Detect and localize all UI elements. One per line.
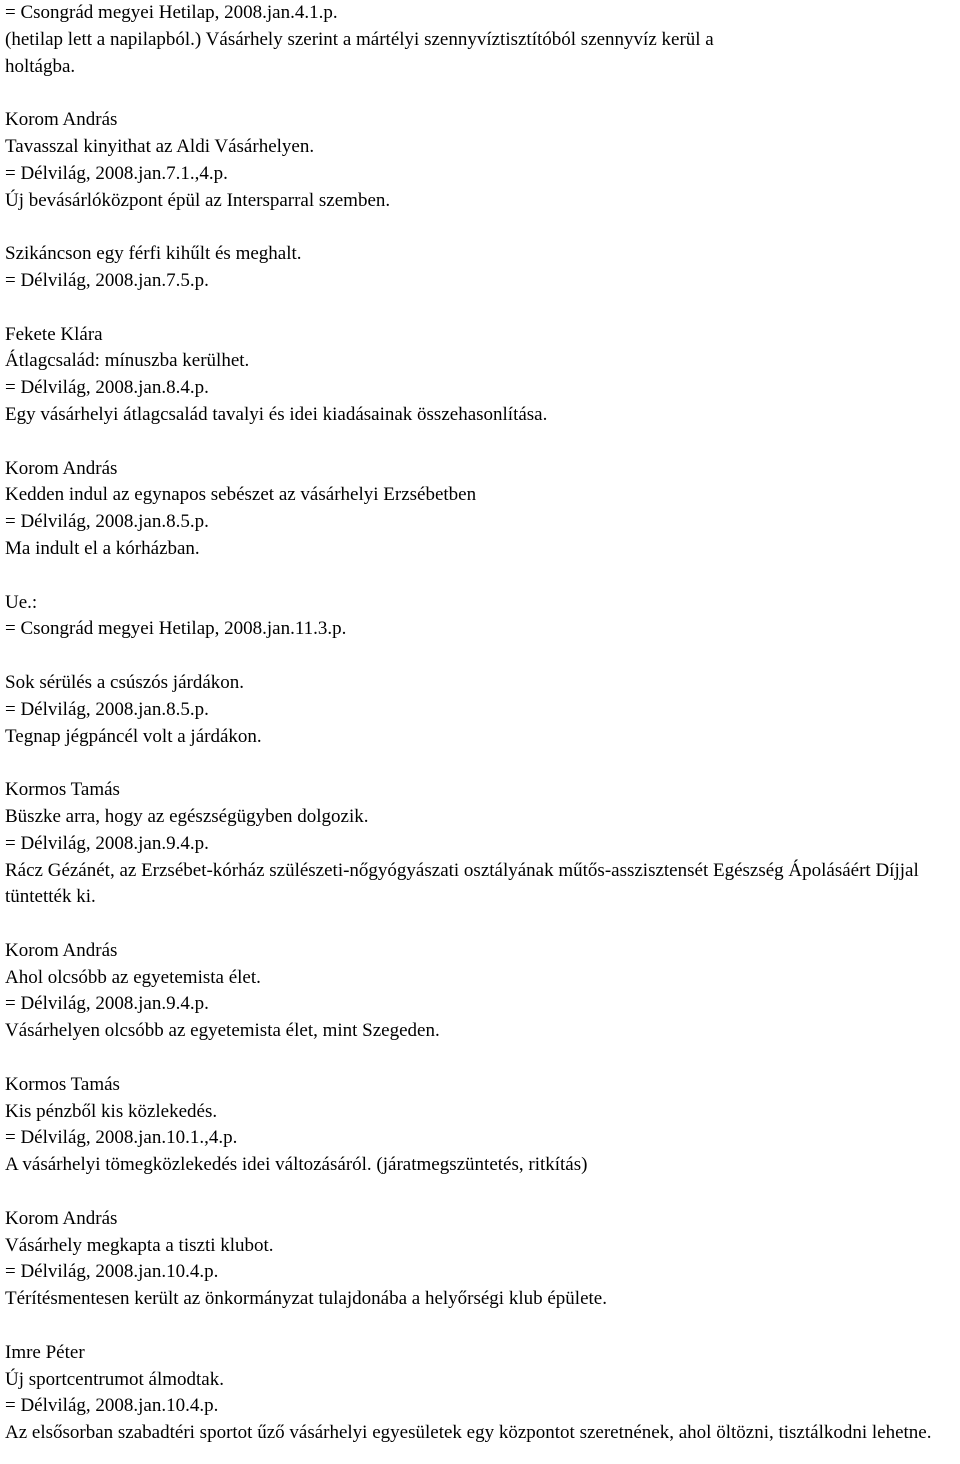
source-line: = Délvilág, 2008.jan.9.4.p. [5, 832, 209, 854]
summary: Tegnap jégpáncél volt a járdákon. [5, 725, 262, 747]
entry-separator [5, 643, 954, 670]
article-title: Szikáncson egy férfi kihűlt és meghalt. [5, 243, 302, 265]
author: Korom András [5, 457, 118, 479]
entry-separator [5, 563, 954, 590]
article-title: Kis pénzből kis közlekedés. [5, 1100, 218, 1122]
entry [5, 590, 954, 644]
article-title: Sok sérülés a csúszós járdákon. [5, 671, 245, 693]
entry-separator [5, 1179, 954, 1206]
entry [5, 0, 954, 80]
entry [5, 456, 954, 563]
source-line: = Csongrád megyei Hetilap, 2008.jan.11.3.p. [5, 618, 347, 640]
article-title: Vásárhely megkapta a tiszti klubot. [5, 1234, 274, 1256]
source-line: = Délvilág, 2008.jan.7.5.p. [5, 269, 209, 291]
summary: Rácz Gézánét, az Erzsébet-kórház szülészeti-nőgyógyászati osztályának műtős-asszisztensét Egészség Ápolásáért Díjjal tüntették ki. [5, 859, 919, 908]
note-line: holtágba. [5, 55, 76, 77]
article-title: Tavasszal kinyithat az Aldi Vásárhelyen. [5, 135, 315, 157]
entry [5, 322, 954, 429]
article-title: Átlagcsalád: mínuszba kerülhet. [5, 350, 250, 372]
source-line: = Délvilág, 2008.jan.8.4.p. [5, 377, 209, 399]
summary: Térítésmentesen került az önkormányzat tulajdonába a helyőrségi klub épülete. [5, 1288, 607, 1310]
entry [5, 670, 954, 750]
entry [5, 1340, 954, 1447]
summary: A vásárhelyi tömegközlekedés idei változásáról. (járatmegszüntetés, ritkítás) [5, 1154, 588, 1176]
entry-separator [5, 1313, 954, 1340]
article-title: Büszke arra, hogy az egészségügyben dolgozik. [5, 805, 369, 827]
author: Korom András [5, 939, 118, 961]
summary: Az elsősorban szabadtéri sportot űző vásárhelyi egyesületek egy központot szeretnének, ahol öltözni, tisztálkodni lehetne. [5, 1422, 932, 1444]
source-line: = Délvilág, 2008.jan.8.5.p. [5, 511, 209, 533]
entry-separator [5, 295, 954, 322]
author: Korom András [5, 109, 118, 131]
source-line: = Délvilág, 2008.jan.10.1.,4.p. [5, 1127, 238, 1149]
entry [5, 1206, 954, 1313]
author: Kormos Tamás [5, 1073, 120, 1095]
author: Imre Péter [5, 1341, 85, 1363]
summary: Egy vásárhelyi átlagcsalád tavalyi és idei kiadásainak összehasonlítása. [5, 403, 548, 425]
entry-separator [5, 429, 954, 456]
source-line: = Délvilág, 2008.jan.7.1.,4.p. [5, 162, 228, 184]
author: Kormos Tamás [5, 779, 120, 801]
entry-separator [5, 214, 954, 241]
source-line: = Délvilág, 2008.jan.9.4.p. [5, 993, 209, 1015]
entry [5, 107, 954, 214]
note-line: (hetilap lett a napilapból.) Vásárhely szerint a mártélyi szennyvíztisztítóból szennyvíz kerül a [5, 28, 714, 50]
summary: Új bevásárlóközpont épül az Intersparral szemben. [5, 189, 391, 211]
entry [5, 777, 954, 911]
entry-separator [5, 1045, 954, 1072]
entry-separator [5, 80, 954, 107]
article-title: Új sportcentrumot álmodtak. [5, 1368, 224, 1390]
article-title: Kedden indul az egynapos sebészet az vásárhelyi Erzsébetben [5, 484, 477, 506]
summary: Vásárhelyen olcsóbb az egyetemista élet, mint Szegeden. [5, 1020, 440, 1042]
source-line: = Délvilág, 2008.jan.10.4.p. [5, 1395, 219, 1417]
source-line: = Délvilág, 2008.jan.8.5.p. [5, 698, 209, 720]
article-title: Ahol olcsóbb az egyetemista élet. [5, 966, 261, 988]
summary: Ma indult el a kórházban. [5, 537, 200, 559]
source-line: = Csongrád megyei Hetilap, 2008.jan.4.1.p. [5, 2, 338, 23]
source-line: = Délvilág, 2008.jan.10.4.p. [5, 1261, 219, 1283]
author: Fekete Klára [5, 323, 103, 345]
entry-separator [5, 750, 954, 777]
author: Korom András [5, 1207, 118, 1229]
entry [5, 938, 954, 1045]
entry-separator [5, 911, 954, 938]
entry [5, 241, 954, 295]
entry [5, 1072, 954, 1179]
note-line: Ue.: [5, 591, 38, 613]
